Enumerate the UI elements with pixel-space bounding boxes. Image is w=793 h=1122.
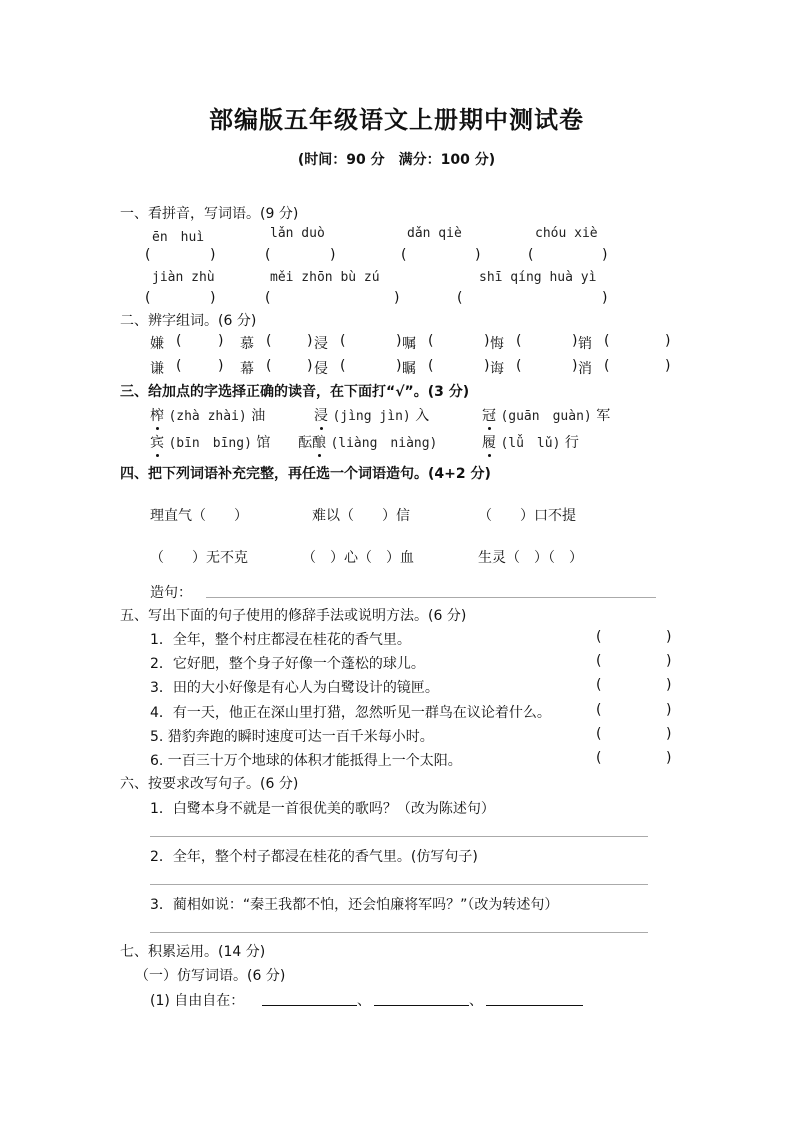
answer-close: ) bbox=[396, 333, 402, 349]
answer-open: ( bbox=[340, 358, 346, 374]
pinyin: chóu xiè bbox=[535, 226, 598, 241]
char-item: 谦 bbox=[150, 361, 164, 377]
answer-line[interactable] bbox=[150, 836, 648, 837]
rewrite-item: 2．全年，整个村子都浸在桂花的香气里。(仿写句子) bbox=[150, 849, 478, 865]
answer-close: ) bbox=[572, 333, 578, 349]
sentence-label: 造句： bbox=[150, 585, 192, 601]
idiom-blank: （ ）无不克 bbox=[150, 550, 248, 566]
rhetoric-item: 5. 猎豹奔跑的瞬时速度可达一百千米每小时。 bbox=[150, 728, 434, 745]
dotted-char: 酿 bbox=[312, 432, 326, 452]
dotted-char: 冠 bbox=[482, 405, 496, 425]
pinyin-options: (bīn bīng) bbox=[168, 436, 252, 451]
idiom-blank: 理直气（ ） bbox=[150, 508, 248, 524]
dotted-char: 履 bbox=[482, 432, 496, 452]
answer-close: ) bbox=[210, 290, 216, 306]
answer-open: ( bbox=[266, 358, 272, 374]
word-suffix: 入 bbox=[415, 408, 430, 424]
answer-open: ( bbox=[596, 701, 602, 718]
answer-open: ( bbox=[176, 333, 182, 349]
pinyin: shī qíng huà yì bbox=[479, 270, 597, 285]
answer-open: ( bbox=[340, 333, 346, 349]
section-2-heading: 二、辨字组词。(6 分) bbox=[120, 313, 257, 329]
answer-close: ) bbox=[330, 247, 336, 263]
section-6-heading: 六、按要求改写句子。(6 分) bbox=[120, 776, 299, 792]
reading-item bbox=[482, 405, 610, 425]
answer-open: ( bbox=[604, 358, 610, 374]
rhetoric-item: 2．它好肥，整个身子好像一个蓬松的球儿。 bbox=[150, 656, 425, 673]
char-item: 瞩 bbox=[402, 361, 416, 377]
dotted-char: 榨 bbox=[150, 405, 164, 425]
answer-open: ( bbox=[401, 247, 407, 263]
answer-close: ) bbox=[218, 358, 224, 374]
char-item: 悔 bbox=[490, 336, 504, 352]
idiom-blank: 生灵（ ）（ ） bbox=[478, 550, 583, 566]
char-item: 消 bbox=[578, 361, 592, 377]
pinyin: jiàn zhù bbox=[152, 270, 215, 285]
answer-close: ) bbox=[394, 290, 400, 306]
pinyin-options: (jìng jìn) bbox=[332, 409, 411, 424]
answer-open: ( bbox=[516, 358, 522, 374]
answer-close: ) bbox=[396, 358, 402, 374]
answer-open: ( bbox=[604, 333, 610, 349]
answer-open: ( bbox=[176, 358, 182, 374]
answer-blank[interactable] bbox=[374, 1005, 469, 1006]
answer-close: ) bbox=[666, 629, 672, 645]
section-4-heading: 四、把下列词语补充完整，再任选一个词语造句。(4+2 分) bbox=[120, 466, 491, 482]
word-prefix: 酝 bbox=[298, 435, 312, 451]
answer-close: ) bbox=[475, 247, 481, 263]
answer-blank[interactable] bbox=[262, 1005, 357, 1006]
answer-open: ( bbox=[265, 247, 271, 263]
answer-open: ( bbox=[428, 333, 434, 349]
section-1-heading: 一、看拼音，写词语。(9 分) bbox=[120, 206, 299, 222]
idiom-prompt: (1) 自由自在： bbox=[150, 993, 245, 1009]
char-item: 侵 bbox=[314, 361, 328, 377]
answer-close: ) bbox=[307, 333, 313, 349]
answer-open: ( bbox=[145, 290, 151, 306]
answer-line[interactable] bbox=[150, 884, 648, 885]
pinyin-options: (zhà zhài) bbox=[168, 409, 247, 424]
answer-open: ( bbox=[596, 677, 602, 694]
char-item: 销 bbox=[578, 336, 592, 352]
pinyin-options: (lǚ lǔ) bbox=[500, 436, 561, 451]
separator: 、 bbox=[469, 993, 483, 1009]
answer-open: ( bbox=[457, 290, 463, 306]
answer-close: ) bbox=[484, 333, 490, 349]
subsection-heading: （一）仿写词语。(6 分) bbox=[135, 968, 286, 984]
word-suffix: 军 bbox=[596, 408, 611, 424]
answer-open: ( bbox=[596, 750, 602, 766]
rhetoric-item: 1．全年，整个村庄都浸在桂花的香气里。 bbox=[150, 632, 411, 648]
pinyin: dǎn qiè bbox=[407, 226, 462, 241]
answer-open: ( bbox=[596, 725, 602, 742]
idiom-blank: （ ）口不提 bbox=[478, 508, 576, 524]
char-item: 慕 bbox=[240, 336, 254, 352]
rhetoric-item: 3．田的大小好像是有心人为白鹭设计的镜匣。 bbox=[150, 680, 439, 697]
char-item: 幕 bbox=[240, 361, 254, 377]
word-suffix: 行 bbox=[564, 435, 579, 451]
reading-item bbox=[150, 405, 265, 425]
answer-close: ) bbox=[665, 358, 671, 374]
answer-close: ) bbox=[307, 358, 313, 374]
page-title: 部编版五年级语文上册期中测试卷 bbox=[209, 106, 584, 134]
answer-open: ( bbox=[266, 333, 272, 349]
answer-close: ) bbox=[210, 247, 216, 263]
char-item: 诲 bbox=[490, 361, 504, 377]
answer-close: ) bbox=[666, 725, 672, 742]
answer-open: ( bbox=[516, 333, 522, 349]
idiom-blank: 难以（ ）信 bbox=[312, 508, 410, 524]
answer-close: ) bbox=[602, 247, 608, 263]
pinyin-options: (liàng niàng) bbox=[330, 436, 438, 451]
char-item: 浸 bbox=[314, 336, 328, 352]
idiom-blank: （ ）心（ ）血 bbox=[302, 550, 414, 566]
char-item: 嘱 bbox=[402, 336, 416, 352]
section-3-heading: 三、给加点的字选择正确的读音，在下面打“√”。(3 分) bbox=[120, 384, 470, 400]
section-5-heading: 五、写出下面的句子使用的修辞手法或说明方法。(6 分) bbox=[120, 608, 467, 624]
answer-blank[interactable] bbox=[486, 1005, 583, 1006]
reading-item bbox=[298, 432, 437, 452]
answer-close: ) bbox=[218, 333, 224, 349]
rewrite-item: 3．蔺相如说：“秦王我都不怕，还会怕廉将军吗？”（改为转述句） bbox=[150, 897, 559, 913]
answer-close: ) bbox=[665, 333, 671, 349]
answer-open: ( bbox=[596, 653, 602, 670]
word-suffix: 油 bbox=[251, 408, 266, 424]
pinyin: měi zhōn bù zú bbox=[270, 270, 380, 285]
rhetoric-item: 6. 一百三十万个地球的体积才能抵得上一个太阳。 bbox=[150, 753, 462, 769]
section-7-heading: 七、积累运用。(14 分) bbox=[120, 944, 266, 960]
rewrite-item: 1．白鹭本身不就是一首很优美的歌吗？（改为陈述句） bbox=[150, 801, 495, 817]
answer-close: ) bbox=[602, 290, 608, 306]
reading-item bbox=[314, 405, 429, 425]
answer-close: ) bbox=[666, 750, 672, 766]
answer-close: ) bbox=[572, 358, 578, 374]
answer-close: ) bbox=[666, 701, 672, 718]
reading-item bbox=[150, 432, 270, 452]
answer-open: ( bbox=[528, 247, 534, 263]
dotted-char: 浸 bbox=[314, 405, 328, 425]
answer-open: ( bbox=[596, 629, 602, 645]
word-suffix: 馆 bbox=[256, 435, 271, 451]
answer-open: ( bbox=[145, 247, 151, 263]
answer-close: ) bbox=[666, 677, 672, 694]
answer-open: ( bbox=[265, 290, 271, 306]
dotted-char: 宾 bbox=[150, 432, 164, 452]
sentence-answer-line[interactable] bbox=[206, 597, 656, 598]
char-item: 嫌 bbox=[150, 336, 164, 352]
pinyin: lǎn duò bbox=[270, 226, 325, 241]
answer-open: ( bbox=[428, 358, 434, 374]
reading-item bbox=[482, 432, 579, 452]
pinyin-options: (guān guàn) bbox=[500, 409, 592, 424]
pinyin: ēn huì bbox=[152, 230, 205, 245]
answer-close: ) bbox=[484, 358, 490, 374]
answer-line[interactable] bbox=[150, 932, 648, 933]
exam-info: (时间：90 分 满分：100 分) bbox=[297, 152, 496, 168]
answer-close: ) bbox=[666, 653, 672, 670]
rhetoric-item: 4．有一天，他正在深山里打猎，忽然听见一群鸟在议论着什么。 bbox=[150, 704, 551, 721]
separator: 、 bbox=[357, 993, 371, 1009]
